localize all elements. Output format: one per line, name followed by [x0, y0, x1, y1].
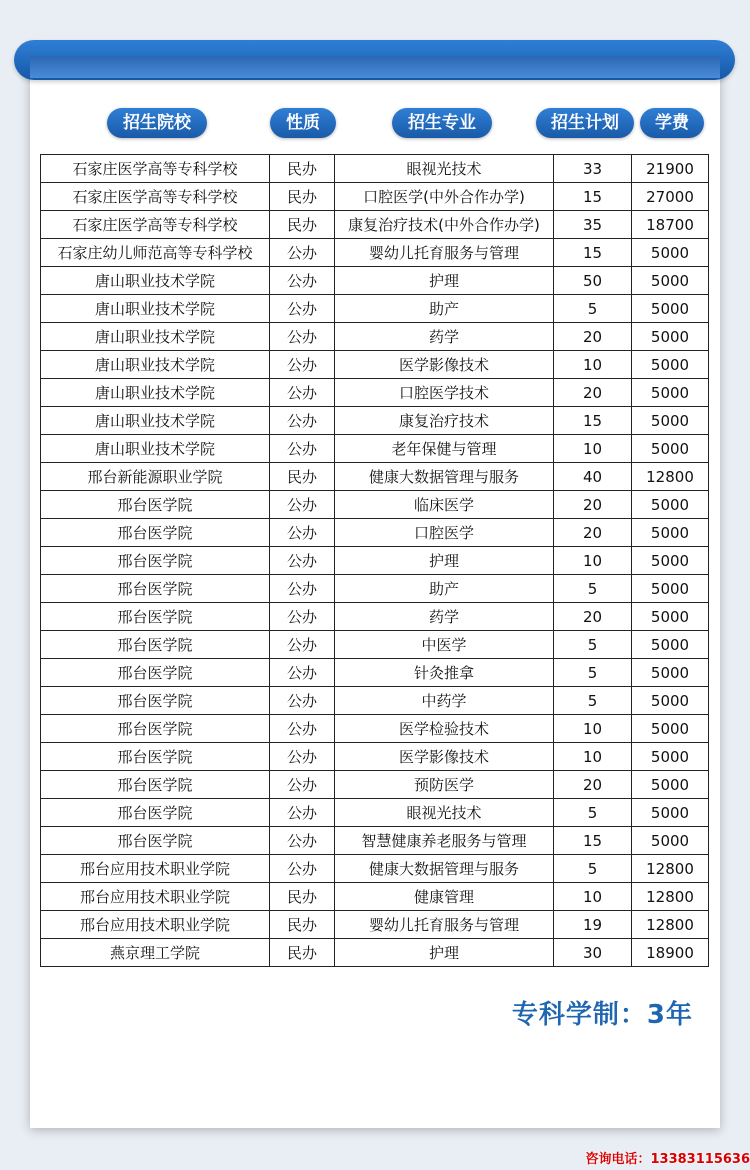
- column-headers: [0, 108, 750, 138]
- major-cell: 医学检验技术: [335, 715, 554, 743]
- plan-cell: 5: [554, 659, 632, 687]
- plan-cell: 15: [554, 407, 632, 435]
- table-row: [41, 211, 709, 239]
- tuition-cell: 5000: [632, 547, 709, 575]
- school-cell: 邢台医学院: [41, 715, 270, 743]
- plan-cell: 15: [554, 183, 632, 211]
- school-cell: 邢台应用技术职业学院: [41, 911, 270, 939]
- school-cell: 唐山职业技术学院: [41, 351, 270, 379]
- type-cell: 公办: [270, 799, 335, 827]
- school-cell: 唐山职业技术学院: [41, 435, 270, 463]
- major-cell: 眼视光技术: [335, 799, 554, 827]
- table-row: [41, 827, 709, 855]
- plan-cell: 10: [554, 351, 632, 379]
- tuition-cell: 5000: [632, 267, 709, 295]
- school-cell: 邢台医学院: [41, 547, 270, 575]
- major-cell: 老年保健与管理: [335, 435, 554, 463]
- type-cell: 民办: [270, 939, 335, 967]
- major-cell: 智慧健康养老服务与管理: [335, 827, 554, 855]
- type-cell: 公办: [270, 351, 335, 379]
- tuition-cell: 5000: [632, 295, 709, 323]
- type-cell: 民办: [270, 211, 335, 239]
- table-row: [41, 855, 709, 883]
- school-cell: 邢台医学院: [41, 743, 270, 771]
- school-cell: 邢台新能源职业学院: [41, 463, 270, 491]
- major-cell: 健康管理: [335, 883, 554, 911]
- program-length-note: 专科学制：3年: [511, 1000, 693, 1030]
- type-cell: 民办: [270, 155, 335, 183]
- tuition-cell: 5000: [632, 659, 709, 687]
- plan-cell: 33: [554, 155, 632, 183]
- table-row: [41, 799, 709, 827]
- major-cell: 健康大数据管理与服务: [335, 855, 554, 883]
- tuition-cell: 5000: [632, 379, 709, 407]
- type-cell: 民办: [270, 183, 335, 211]
- contact-phone: 咨询电话：13383115636: [585, 1152, 750, 1167]
- plan-cell: 10: [554, 547, 632, 575]
- tuition-cell: 5000: [632, 435, 709, 463]
- major-cell: 康复治疗技术(中外合作办学): [335, 211, 554, 239]
- major-cell: 口腔医学技术: [335, 379, 554, 407]
- tuition-cell: 5000: [632, 715, 709, 743]
- major-cell: 药学: [335, 603, 554, 631]
- major-cell: 助产: [335, 575, 554, 603]
- table-row: [41, 295, 709, 323]
- table-row: [41, 883, 709, 911]
- tuition-cell: 5000: [632, 323, 709, 351]
- plan-cell: 20: [554, 603, 632, 631]
- type-cell: 公办: [270, 603, 335, 631]
- table-row: [41, 183, 709, 211]
- tuition-cell: 5000: [632, 351, 709, 379]
- major-cell: 临床医学: [335, 491, 554, 519]
- plan-cell: 5: [554, 295, 632, 323]
- major-cell: 针灸推拿: [335, 659, 554, 687]
- type-cell: 公办: [270, 771, 335, 799]
- major-cell: 中医学: [335, 631, 554, 659]
- plan-cell: 10: [554, 883, 632, 911]
- school-cell: 燕京理工学院: [41, 939, 270, 967]
- type-cell: 公办: [270, 575, 335, 603]
- table-row: [41, 575, 709, 603]
- type-cell: 民办: [270, 911, 335, 939]
- school-cell: 邢台医学院: [41, 491, 270, 519]
- header-major: 招生专业: [392, 108, 492, 138]
- type-cell: 民办: [270, 463, 335, 491]
- plan-cell: 5: [554, 631, 632, 659]
- type-cell: 民办: [270, 883, 335, 911]
- table-row: [41, 603, 709, 631]
- school-cell: 邢台应用技术职业学院: [41, 883, 270, 911]
- type-cell: 公办: [270, 687, 335, 715]
- school-cell: 石家庄医学高等专科学校: [41, 183, 270, 211]
- plan-cell: 50: [554, 267, 632, 295]
- enrollment-table: [40, 154, 709, 967]
- plan-cell: 5: [554, 855, 632, 883]
- table-row: [41, 463, 709, 491]
- major-cell: 医学影像技术: [335, 351, 554, 379]
- major-cell: 助产: [335, 295, 554, 323]
- table-row: [41, 939, 709, 967]
- major-cell: 医学影像技术: [335, 743, 554, 771]
- tuition-cell: 5000: [632, 743, 709, 771]
- table-row: [41, 659, 709, 687]
- plan-cell: 10: [554, 715, 632, 743]
- table-row: [41, 351, 709, 379]
- table-row: [41, 379, 709, 407]
- school-cell: 唐山职业技术学院: [41, 267, 270, 295]
- type-cell: 公办: [270, 827, 335, 855]
- type-cell: 公办: [270, 323, 335, 351]
- tuition-cell: 18900: [632, 939, 709, 967]
- tuition-cell: 12800: [632, 883, 709, 911]
- tuition-cell: 5000: [632, 519, 709, 547]
- header-plan: 招生计划: [536, 108, 634, 138]
- major-cell: 护理: [335, 939, 554, 967]
- major-cell: 药学: [335, 323, 554, 351]
- type-cell: 公办: [270, 659, 335, 687]
- plan-cell: 15: [554, 827, 632, 855]
- plan-cell: 40: [554, 463, 632, 491]
- school-cell: 邢台医学院: [41, 603, 270, 631]
- table-row: [41, 323, 709, 351]
- tuition-cell: 5000: [632, 687, 709, 715]
- plan-cell: 5: [554, 687, 632, 715]
- tuition-cell: 5000: [632, 799, 709, 827]
- type-cell: 公办: [270, 855, 335, 883]
- type-cell: 公办: [270, 407, 335, 435]
- tuition-cell: 5000: [632, 631, 709, 659]
- school-cell: 邢台医学院: [41, 575, 270, 603]
- major-cell: 口腔医学(中外合作办学): [335, 183, 554, 211]
- tuition-cell: 18700: [632, 211, 709, 239]
- header-tuition: 学费: [640, 108, 704, 138]
- type-cell: 公办: [270, 519, 335, 547]
- tuition-cell: 5000: [632, 407, 709, 435]
- type-cell: 公办: [270, 631, 335, 659]
- major-cell: 护理: [335, 547, 554, 575]
- school-cell: 邢台应用技术职业学院: [41, 855, 270, 883]
- plan-cell: 20: [554, 323, 632, 351]
- plan-cell: 5: [554, 575, 632, 603]
- school-cell: 石家庄幼儿师范高等专科学校: [41, 239, 270, 267]
- tuition-cell: 5000: [632, 239, 709, 267]
- major-cell: 康复治疗技术: [335, 407, 554, 435]
- school-cell: 唐山职业技术学院: [41, 295, 270, 323]
- plan-cell: 5: [554, 799, 632, 827]
- school-cell: 邢台医学院: [41, 519, 270, 547]
- school-cell: 邢台医学院: [41, 631, 270, 659]
- major-cell: 婴幼儿托育服务与管理: [335, 911, 554, 939]
- plan-cell: 19: [554, 911, 632, 939]
- school-cell: 唐山职业技术学院: [41, 323, 270, 351]
- plan-cell: 35: [554, 211, 632, 239]
- type-cell: 公办: [270, 239, 335, 267]
- header-school: 招生院校: [107, 108, 207, 138]
- school-cell: 邢台医学院: [41, 771, 270, 799]
- plan-cell: 30: [554, 939, 632, 967]
- table-row: [41, 715, 709, 743]
- type-cell: 公办: [270, 743, 335, 771]
- plan-cell: 15: [554, 239, 632, 267]
- plan-cell: 20: [554, 519, 632, 547]
- major-cell: 口腔医学: [335, 519, 554, 547]
- type-cell: 公办: [270, 491, 335, 519]
- plan-cell: 20: [554, 771, 632, 799]
- school-cell: 唐山职业技术学院: [41, 379, 270, 407]
- plan-cell: 10: [554, 435, 632, 463]
- tuition-cell: 12800: [632, 911, 709, 939]
- table-row: [41, 687, 709, 715]
- table-row: [41, 239, 709, 267]
- major-cell: 中药学: [335, 687, 554, 715]
- header-tab-inner: [30, 56, 720, 78]
- table-row: [41, 267, 709, 295]
- tuition-cell: 27000: [632, 183, 709, 211]
- major-cell: 婴幼儿托育服务与管理: [335, 239, 554, 267]
- table-body: [41, 155, 709, 967]
- plan-cell: 20: [554, 379, 632, 407]
- type-cell: 公办: [270, 715, 335, 743]
- type-cell: 公办: [270, 435, 335, 463]
- tuition-cell: 5000: [632, 827, 709, 855]
- type-cell: 公办: [270, 547, 335, 575]
- table-row: [41, 407, 709, 435]
- table-row: [41, 743, 709, 771]
- major-cell: 健康大数据管理与服务: [335, 463, 554, 491]
- school-cell: 邢台医学院: [41, 827, 270, 855]
- school-cell: 邢台医学院: [41, 687, 270, 715]
- table-row: [41, 155, 709, 183]
- tuition-cell: 5000: [632, 491, 709, 519]
- school-cell: 石家庄医学高等专科学校: [41, 211, 270, 239]
- school-cell: 石家庄医学高等专科学校: [41, 155, 270, 183]
- major-cell: 眼视光技术: [335, 155, 554, 183]
- tuition-cell: 12800: [632, 463, 709, 491]
- table-row: [41, 519, 709, 547]
- table-row: [41, 631, 709, 659]
- tuition-cell: 5000: [632, 603, 709, 631]
- type-cell: 公办: [270, 295, 335, 323]
- tuition-cell: 21900: [632, 155, 709, 183]
- table-row: [41, 547, 709, 575]
- major-cell: 护理: [335, 267, 554, 295]
- school-cell: 唐山职业技术学院: [41, 407, 270, 435]
- major-cell: 预防医学: [335, 771, 554, 799]
- tuition-cell: 12800: [632, 855, 709, 883]
- header-type: 性质: [270, 108, 336, 138]
- table-row: [41, 435, 709, 463]
- table-row: [41, 911, 709, 939]
- tuition-cell: 5000: [632, 575, 709, 603]
- plan-cell: 10: [554, 743, 632, 771]
- plan-cell: 20: [554, 491, 632, 519]
- type-cell: 公办: [270, 379, 335, 407]
- type-cell: 公办: [270, 267, 335, 295]
- tuition-cell: 5000: [632, 771, 709, 799]
- school-cell: 邢台医学院: [41, 659, 270, 687]
- table-row: [41, 771, 709, 799]
- school-cell: 邢台医学院: [41, 799, 270, 827]
- table-row: [41, 491, 709, 519]
